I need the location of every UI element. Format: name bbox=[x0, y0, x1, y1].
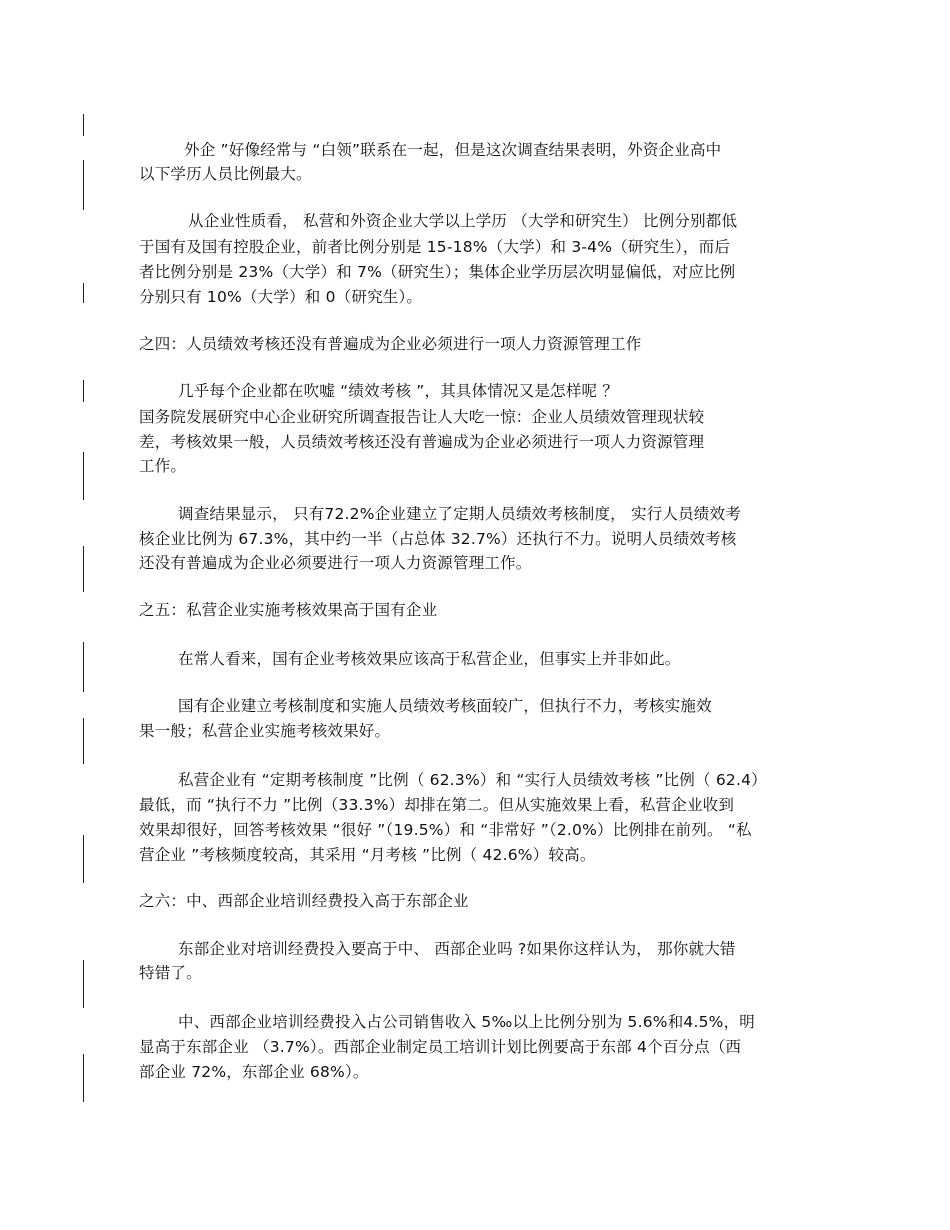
margin-bar bbox=[83, 452, 84, 500]
margin-bar bbox=[83, 160, 84, 210]
body-line: 东部企业对培训经费投入要高于中、 西部企业吗 ?如果你这样认为， 那你就大错 bbox=[178, 940, 736, 958]
margin-bar bbox=[83, 114, 84, 136]
body-line: 部企业 72%，东部企业 68%）。 bbox=[139, 1063, 369, 1081]
body-line: 分别只有 10%（大学）和 0（研究生）。 bbox=[139, 288, 423, 306]
body-line: 特错了。 bbox=[139, 964, 202, 982]
body-line: 最低，而 “执行不力 ”比例（33.3%）却排在第二。但从实施效果上看，私营企业收到 bbox=[139, 796, 735, 814]
body-line: 在常人看来，国有企业考核效果应该高于私营企业，但事实上并非如此。 bbox=[178, 650, 681, 668]
body-line: 者比例分别是 23%（大学）和 7%（研究生）；集体企业学历层次明显偏低，对应比例 bbox=[139, 263, 736, 281]
body-line: 果一般；私营企业实施考核效果好。 bbox=[139, 722, 391, 740]
body-line: 外企 ”好像经常与 “白领”联系在一起，但是这次调查结果表明，外资企业高中 bbox=[184, 141, 722, 159]
body-line: 从企业性质看， 私营和外资企业大学以上学历 （大学和研究生） 比例分别都低 bbox=[188, 212, 738, 230]
body-line: 差，考核效果一般，人员绩效考核还没有普遍成为企业必须进行一项人力资源管理 bbox=[139, 433, 705, 451]
margin-bar bbox=[83, 960, 84, 1008]
body-line: 几乎每个企业都在吹嘘 “绩效考核 ”，其具体情况又是怎样呢 ？ bbox=[178, 382, 619, 400]
margin-bar bbox=[83, 718, 84, 764]
body-line: 显高于东部企业 （3.7%）。西部企业制定员工培训计划比例要高于东部 4个百分点（西 bbox=[139, 1038, 742, 1056]
body-line: 营企业 ”考核频度较高，其采用 “月考核 ”比例（ 42.6%）较高。 bbox=[139, 846, 596, 864]
body-line: 工作。 bbox=[139, 457, 187, 475]
body-line: 调查结果显示， 只有72.2%企业建立了定期人员绩效考核制度， 实行人员绩效考 bbox=[178, 505, 741, 523]
section-heading: 之四：人员绩效考核还没有普遍成为企业必须进行一项人力资源管理工作 bbox=[139, 335, 642, 353]
margin-bar bbox=[83, 283, 84, 303]
body-line: 以下学历人员比例最大。 bbox=[139, 165, 312, 183]
body-line: 中、西部企业培训经费投入占公司销售收入 5‰以上比例分别为 5.6%和4.5%，明 bbox=[178, 1013, 755, 1031]
margin-bar bbox=[83, 1054, 84, 1102]
body-line: 国务院发展研究中心企业研究所调查报告让人大吃一惊：企业人员绩效管理现状较 bbox=[139, 408, 705, 426]
section-heading: 之五：私营企业实施考核效果高于国有企业 bbox=[139, 601, 438, 619]
body-line: 核企业比例为 67.3%，其中约一半（占总体 32.7%）还执行不力。说明人员绩效考核 bbox=[139, 530, 737, 548]
body-line: 还没有普遍成为企业必须要进行一项人力资源管理工作。 bbox=[139, 554, 532, 572]
margin-bar bbox=[83, 642, 84, 692]
body-line: 国有企业建立考核制度和实施人员绩效考核面较广，但执行不力，考核实施效 bbox=[178, 697, 712, 715]
margin-bar bbox=[83, 380, 84, 402]
body-line: 效果却很好，回答考核效果 “很好 ”（19.5%）和 “非常好 ”（2.0%）比例排在前列。 “私 bbox=[139, 821, 752, 839]
margin-bar bbox=[83, 546, 84, 592]
body-line: 私营企业有 “定期考核制度 ”比例（ 62.3%）和 “实行人员绩效考核 ”比例（ 62.4） bbox=[178, 771, 767, 789]
section-heading: 之六：中、西部企业培训经费投入高于东部企业 bbox=[139, 892, 469, 910]
margin-bar bbox=[83, 835, 84, 883]
body-line: 于国有及国有控股企业，前者比例分别是 15-18%（大学）和 3-4%（研究生），而后 bbox=[139, 238, 731, 256]
